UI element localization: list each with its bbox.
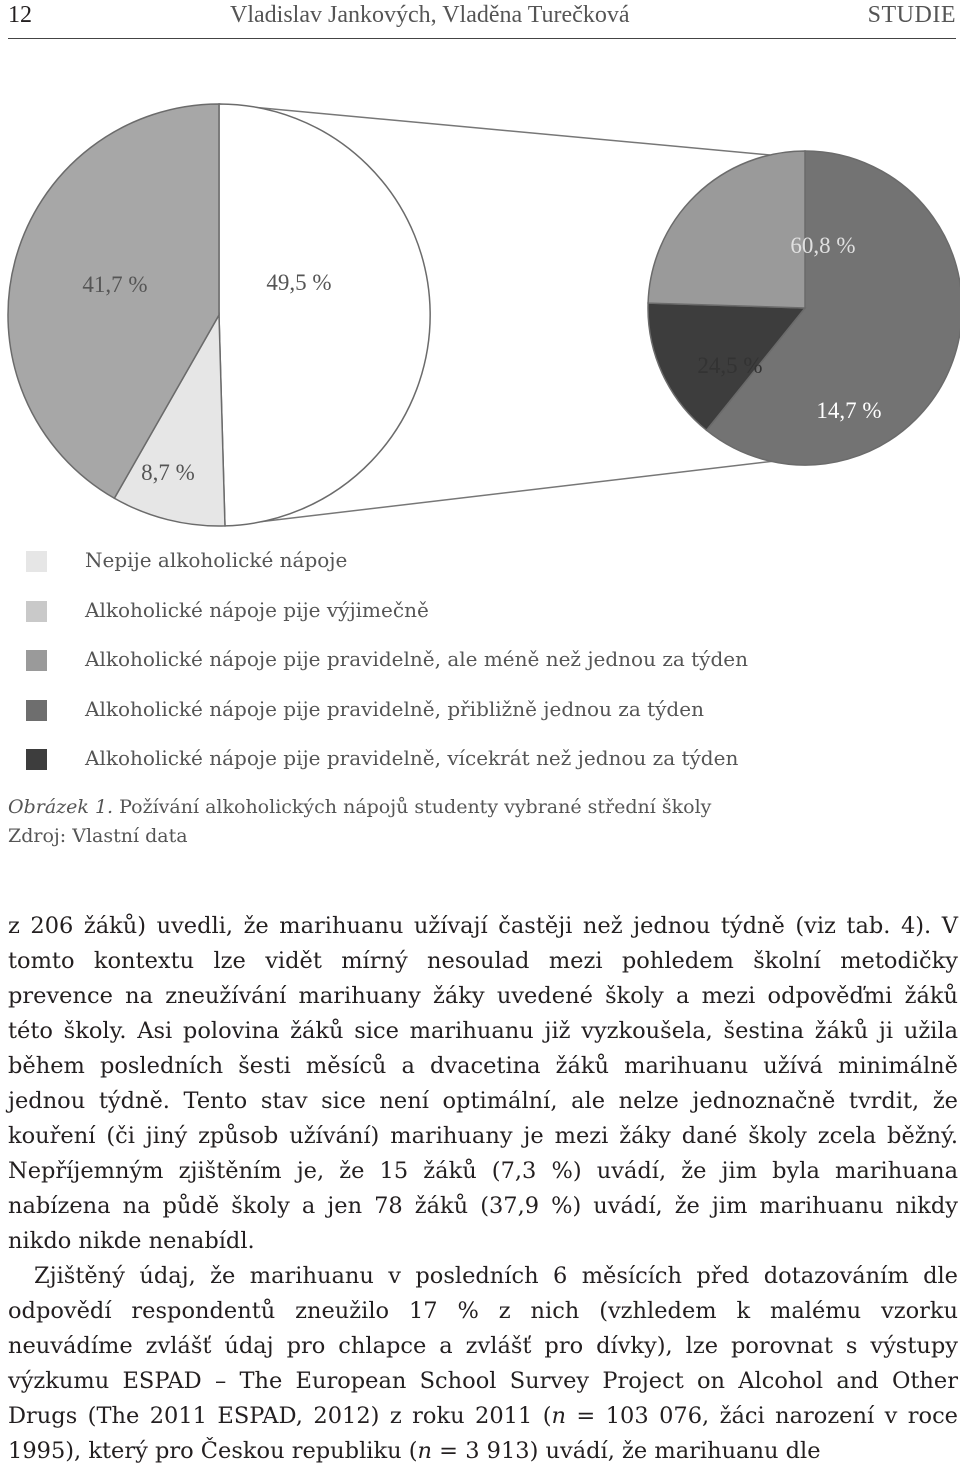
legend-swatch <box>26 650 47 671</box>
legend-swatch <box>26 700 47 721</box>
text-run: Zjištěný údaj, že marihuanu v posledních 6 měsících před dotazováním dle odpovědí respondentů zneužilo 17 % z nich (vzhledem k malému vzorku neuvádíme zvlášť údaj pro chlapce a zvlášť pro dívky), lze porovnat s výstupy výzkumu ESPAD – The European School Survey Project on Alcohol and Other Drugs (The 2011 ESPAD, 2012) z roku 2011 ( <box>8 1263 958 1429</box>
italic-n: n <box>417 1438 433 1464</box>
legend-label: Alkoholické nápoje pije pravidelně, ale méně než jednou za týden <box>85 647 748 671</box>
slice-label: 60,8 % <box>790 233 856 258</box>
figure-caption <box>8 793 711 851</box>
italic-n: n <box>551 1403 566 1429</box>
legend-swatch <box>26 601 47 622</box>
legend-swatch <box>26 749 47 770</box>
slice-label: 41,7 % <box>82 272 148 297</box>
caption-text: Požívání alkoholických nápojů studenty vybrané střední školy <box>113 796 712 818</box>
page-header <box>8 0 956 39</box>
caption-title <box>8 793 711 822</box>
body-text <box>8 909 958 1469</box>
pie-slice <box>219 104 430 526</box>
legend-label: Alkoholické nápoje pije výjimečně <box>85 597 429 622</box>
legend-label: Alkoholické nápoje pije pravidelně, vícekrát než jednou za týden <box>85 746 739 770</box>
legend-label: Alkoholické nápoje pije pravidelně, přibližně jednou za týden <box>85 696 704 721</box>
running-title-authors: Vladislav Jankových, Vladěna Turečková <box>230 2 630 28</box>
pie-of-pie-chart <box>0 95 960 535</box>
legend-label: Nepije alkoholické nápoje <box>85 548 348 572</box>
section-label: STUDIE <box>867 2 956 28</box>
slice-label: 8,7 % <box>141 460 195 485</box>
text-run: = 3 913) uvádí, že marihuanu dle <box>432 1438 821 1464</box>
slice-label: 49,5 % <box>266 270 332 295</box>
pie-slice <box>648 151 805 308</box>
paragraph: z 206 žáků) uvedli, že marihuanu užívají častěji než jednou týdně (viz tab. 4). V tomto kontextu lze vidět mírný nesoulad mezi pohledem školní metodičky prevence na zneužívání marihuany žáky uvedené školy a mezi odpověďmi žáků této školy. Asi polovina žáků sice marihuanu již vyzkoušela, šestina žáků ji užila během posledních šesti měsíců a dvacetina žáků marihuanu užívá minimálně jednou týdně. Tento stav sice není optimální, ale nelze jednoznačně tvrdit, že kouření (či jiný způsob užívání) marihuany je mezi žáky dané školy zcela běžný. Nepříjemným zjištěním je, že 15 žáků (7,3 %) uvádí, že jim byla marihuana nabízena na půdě školy a jen 78 žáků (37,9 %) uvádí, že jim marihuanu nikdy nikdo nikde nenabídl. <box>8 913 958 1254</box>
slice-label: 24,5 % <box>697 353 763 378</box>
paragraph <box>8 1259 958 1469</box>
figure-label: Obrázek 1. <box>8 796 114 818</box>
slice-label: 14,7 % <box>816 398 882 423</box>
caption-source: Zdroj: Vlastní data <box>8 825 188 847</box>
page-number: 12 <box>8 2 32 28</box>
text-run: = 103 076, žáci narození v roce 1995), který pro Českou republiku ( <box>8 1403 958 1464</box>
legend-swatch <box>26 551 47 572</box>
